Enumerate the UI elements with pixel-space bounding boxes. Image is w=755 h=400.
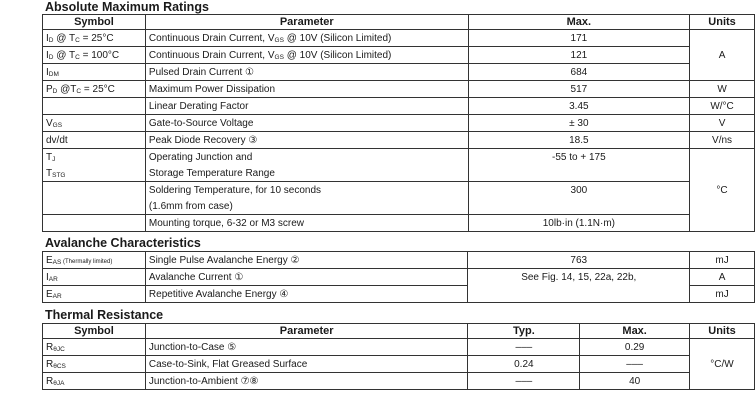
- max-cell: 763: [468, 252, 690, 269]
- typ-cell: –––: [468, 373, 580, 390]
- max-cell: [468, 165, 689, 182]
- parameter-cell: Operating Junction and: [145, 149, 468, 166]
- symbol-cell: $R_{\theta JC}$: [43, 339, 146, 356]
- thermal-table: [42, 323, 755, 390]
- parameter-cell: Maximum Power Dissipation: [145, 81, 468, 98]
- parameter-cell: Continuous Drain Current, $V_{GS}$ @ 10V (Silicon Limited): [145, 47, 468, 64]
- header-units: Units: [690, 324, 755, 339]
- symbol-cell: [43, 98, 146, 115]
- max-cell: [468, 286, 690, 303]
- symbol-cell: $T_{STG}$: [43, 165, 146, 182]
- symbol-cell: [43, 215, 146, 232]
- table-row: [43, 198, 755, 215]
- parameter-cell: Junction-to-Case ⑤: [145, 339, 468, 356]
- max-cell: 18.5: [468, 132, 689, 149]
- max-cell: 684: [468, 64, 689, 81]
- amr-table: [42, 14, 755, 232]
- max-cell: See Fig. 14, 15, 22a, 22b,: [468, 269, 690, 286]
- max-cell: 121: [468, 47, 689, 64]
- max-cell: 0.29: [580, 339, 690, 356]
- symbol-cell: $I_D$ @ $T_C = 100^\circ C$: [43, 47, 146, 64]
- max-cell: [468, 198, 689, 215]
- header-parameter: Parameter: [145, 15, 468, 30]
- thermal-title: Thermal Resistance: [45, 308, 164, 322]
- table-row: [43, 269, 755, 286]
- symbol-cell: $I_{AR}$: [43, 269, 146, 286]
- max-cell: 40: [580, 373, 690, 390]
- avalanche-title: Avalanche Characteristics: [45, 236, 201, 250]
- avalanche-table: [42, 251, 755, 303]
- parameter-cell: Pulsed Drain Current ①: [145, 64, 468, 81]
- parameter-cell: Avalanche Current ①: [145, 269, 468, 286]
- max-cell: 3.45: [468, 98, 689, 115]
- amr-header-row: [43, 15, 755, 30]
- parameter-cell: Gate-to-Source Voltage: [145, 115, 468, 132]
- parameter-cell: Storage Temperature Range: [145, 165, 468, 182]
- parameter-cell: Case-to-Sink, Flat Greased Surface: [145, 356, 468, 373]
- units-cell: °C: [690, 149, 755, 232]
- symbol-cell: $I_{DM}$: [43, 64, 146, 81]
- table-row: [43, 182, 755, 199]
- max-cell: -55 to + 175: [468, 149, 689, 166]
- units-cell: °C/W: [690, 339, 755, 390]
- table-row: [43, 356, 755, 373]
- symbol-cell: $I_D$ @ $T_C = 25^\circ C$: [43, 30, 146, 47]
- table-row: [43, 252, 755, 269]
- max-cell: ± 30: [468, 115, 689, 132]
- header-units: Units: [690, 15, 755, 30]
- max-cell: 300: [468, 182, 689, 199]
- units-cell: W: [690, 81, 755, 98]
- table-row: [43, 165, 755, 182]
- table-row: [43, 149, 755, 166]
- parameter-cell: Peak Diode Recovery ③: [145, 132, 468, 149]
- parameter-cell: Mounting torque, 6-32 or M3 screw: [145, 215, 468, 232]
- table-row: [43, 286, 755, 303]
- units-cell: V: [690, 115, 755, 132]
- table-row: [43, 339, 755, 356]
- symbol-cell: dv/dt: [43, 132, 146, 149]
- table-row: [43, 98, 755, 115]
- symbol-cell: $E_{AS}$ (Thermally limited): [43, 252, 146, 269]
- parameter-cell: Repetitive Avalanche Energy ④: [145, 286, 468, 303]
- symbol-cell: $T_J$: [43, 149, 146, 166]
- parameter-cell: Continuous Drain Current, $V_{GS}$ @ 10V (Silicon Limited): [145, 30, 468, 47]
- max-cell: –––: [580, 356, 690, 373]
- header-symbol: Symbol: [43, 324, 146, 339]
- symbol-cell: $R_{\theta CS}$: [43, 356, 146, 373]
- symbol-cell: $E_{AR}$: [43, 286, 146, 303]
- max-cell: 517: [468, 81, 689, 98]
- table-row: [43, 215, 755, 232]
- parameter-cell: (1.6mm from case): [145, 198, 468, 215]
- units-cell: A: [690, 30, 755, 81]
- parameter-cell: Single Pulse Avalanche Energy ②: [145, 252, 468, 269]
- header-max: Max.: [468, 15, 689, 30]
- table-row: [43, 115, 755, 132]
- units-cell: mJ: [690, 252, 755, 269]
- symbol-cell: $R_{\theta JA}$: [43, 373, 146, 390]
- units-cell: W/°C: [690, 98, 755, 115]
- table-row: [43, 47, 755, 64]
- table-row: [43, 30, 755, 47]
- units-cell: A: [690, 269, 755, 286]
- table-row: [43, 373, 755, 390]
- table-row: [43, 64, 755, 81]
- header-parameter: Parameter: [145, 324, 468, 339]
- typ-cell: –––: [468, 339, 580, 356]
- amr-title: Absolute Maximum Ratings: [45, 0, 209, 14]
- parameter-cell: Junction-to-Ambient ⑦⑧: [145, 373, 468, 390]
- parameter-cell: Linear Derating Factor: [145, 98, 468, 115]
- table-row: [43, 132, 755, 149]
- units-cell: V/ns: [690, 132, 755, 149]
- symbol-cell: $V_{GS}$: [43, 115, 146, 132]
- max-cell: 171: [468, 30, 689, 47]
- parameter-cell: Soldering Temperature, for 10 seconds: [145, 182, 468, 199]
- max-cell: 10lb·in (1.1N·m): [468, 215, 689, 232]
- header-max: Max.: [580, 324, 690, 339]
- typ-cell: 0.24: [468, 356, 580, 373]
- header-typ: Typ.: [468, 324, 580, 339]
- thermal-header-row: [43, 324, 755, 339]
- symbol-cell: [43, 182, 146, 215]
- units-cell: mJ: [690, 286, 755, 303]
- table-row: [43, 81, 755, 98]
- symbol-cell: $P_D$ $@T_C = 25^\circ C$: [43, 81, 146, 98]
- header-symbol: Symbol: [43, 15, 146, 30]
